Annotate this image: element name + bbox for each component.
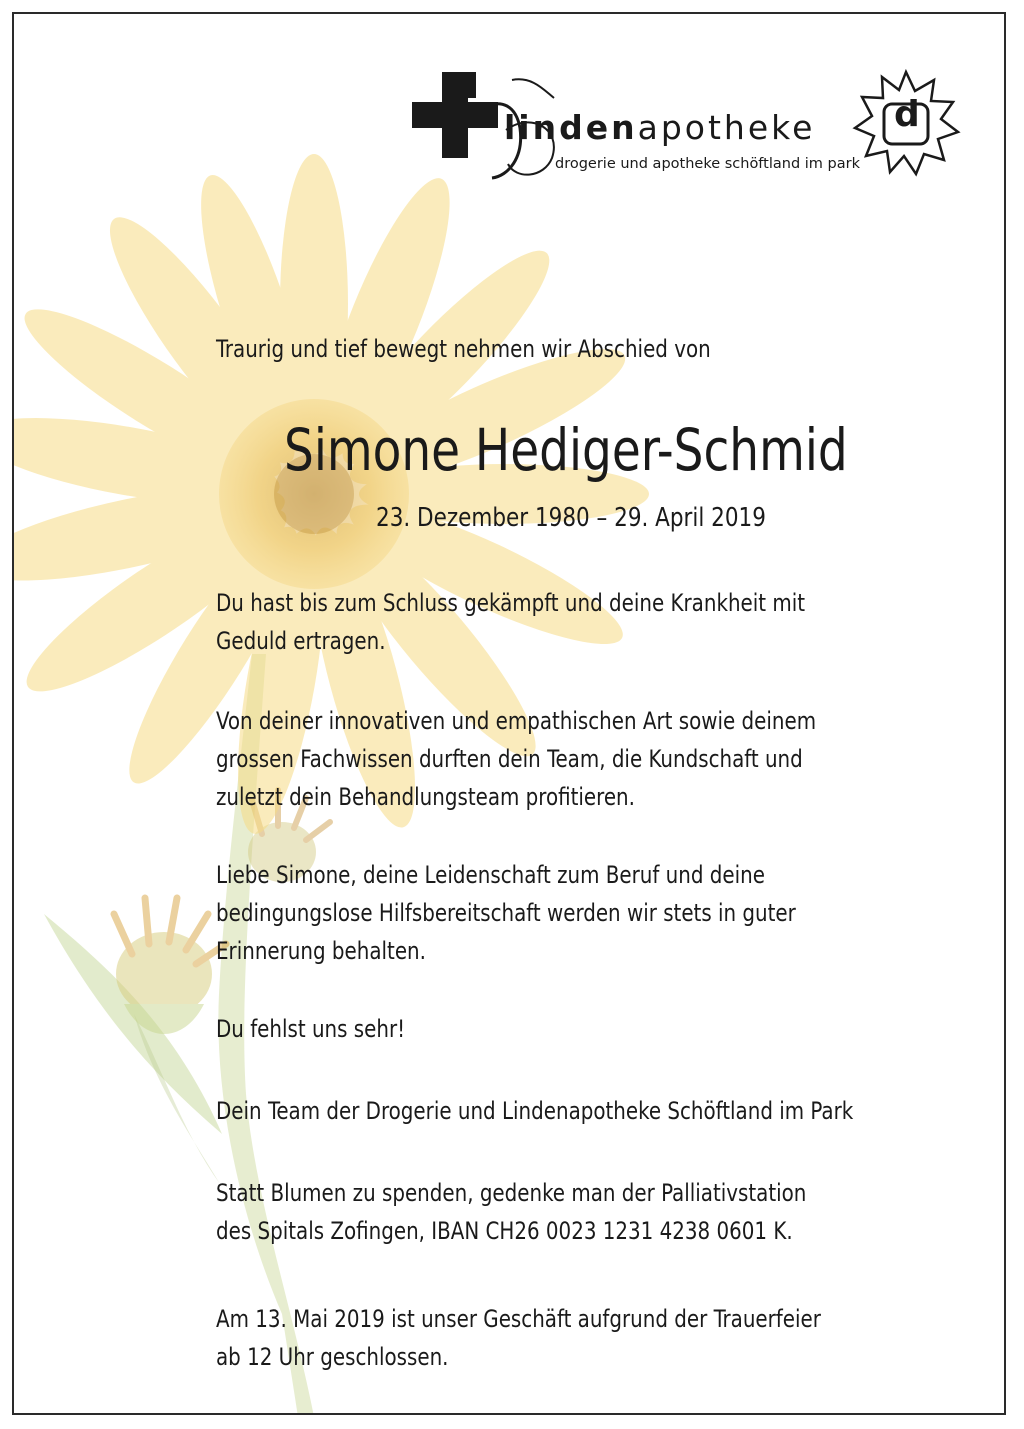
paragraph-passion: Liebe Simone, deine Leidenschaft zum Beruf und deine bedingungslose Hilfsbereitschaft werden wir stets in guter Erinnerung behalten.: [216, 861, 796, 965]
paragraph-expertise: Von deiner innovativen und empathischen Art sowie deinem grossen Fachwissen durften dein Team, die Kundschaft und zuletzt dein Behandlungsteam profitieren.: [216, 707, 817, 811]
deceased-name: Simone Hediger-Schmid: [284, 416, 848, 484]
logo-tagline: drogerie und apotheke schöftland im park: [555, 156, 860, 172]
paragraph-closing-notice: Am 13. Mai 2019 ist unser Geschäft aufgrund der Trauerfeier ab 12 Uhr geschlossen.: [216, 1305, 821, 1371]
intro-line: Traurig und tief bewegt nehmen wir Abschied von: [216, 335, 711, 363]
paragraph-miss-you: Du fehlst uns sehr!: [216, 1015, 406, 1043]
life-dates: 23. Dezember 1980 – 29. April 2019: [376, 503, 766, 533]
paragraph-donation: Statt Blumen zu spenden, gedenke man der Palliativstation des Spitals Zofingen, IBAN CH26 0023 1231 4238 0601 K.: [216, 1179, 807, 1245]
obituary-notice: [12, 12, 1006, 1415]
logo-badge-letter: d: [894, 94, 920, 135]
logo-wordmark: lindenapotheke: [504, 108, 816, 147]
paragraph-struggle: Du hast bis zum Schluss gekämpft und deine Krankheit mit Geduld ertragen.: [216, 589, 806, 655]
paragraph-team-signature: Dein Team der Drogerie und Lindenapotheke Schöftland im Park: [216, 1097, 854, 1125]
flower-bud-lower: [114, 898, 226, 1034]
lindenapotheke-logo: [412, 68, 972, 198]
